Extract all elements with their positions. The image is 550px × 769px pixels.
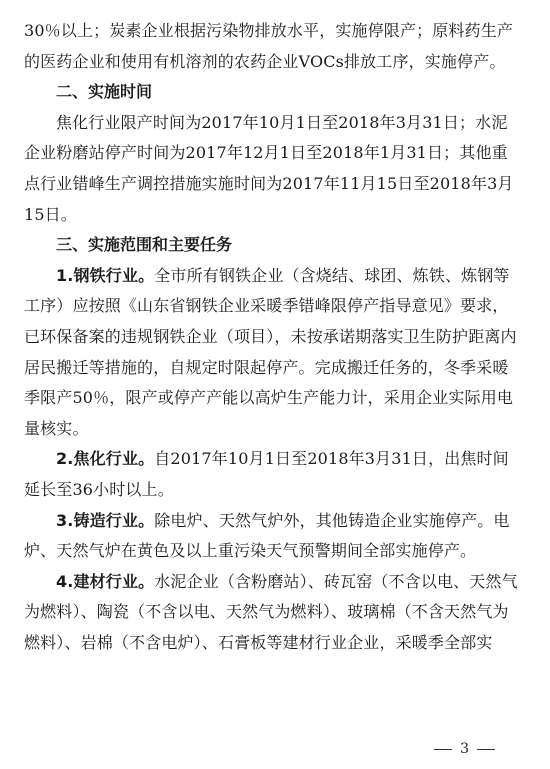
page-number-group — [434, 738, 495, 760]
paragraph-steel-industry — [24, 261, 520, 445]
left-dash — [434, 749, 452, 750]
item-text-coking: 自2017年10月1日至2018年3月31日，出焦时间延长至36小时以上。 — [24, 449, 509, 499]
paragraph-implementation-time: 焦化行业限产时间为2017年10月1日至2018年3月31日；水泥企业粉磨站停产时间为2017年12月1日至2018年1月31日；其他重点行业错峰生产调控措施实施时间为2017年11月15日至2018年3月15日。 — [24, 112, 514, 224]
paragraph-building-materials — [24, 567, 520, 659]
item-text-building-materials: 水泥企业（含粉磨站）、砖瓦窑（不含以电、天然气为燃料）、陶瓷（不含以电、天然气为燃料）、玻璃棉（不含天然气为燃料）、岩棉（不含电炉）、石膏板等建材行业企业，采暖季全部实 — [24, 571, 518, 652]
item-text-casting: 除电炉、天然气炉外，其他铸造企业实施停产。电炉、天然气炉在黄色及以上重污染天气预警期间全部实施停产。 — [24, 510, 510, 561]
item-lead-coking: 2.焦化行业。 — [56, 449, 155, 469]
page-footer — [0, 738, 550, 760]
paragraph-coking-industry — [24, 444, 520, 505]
item-lead-steel: 1.钢铁行业。 — [56, 265, 155, 285]
document-body — [24, 16, 520, 658]
paragraph-continuation: 30％以上；炭素企业根据污染物排放水平，实施停限产；原料药生产的医药企业和使用有机溶剂的农药企业VOCs排放工序，实施停产。 — [24, 21, 514, 71]
item-lead-building-materials: 4.建材行业。 — [56, 571, 155, 591]
paragraph-casting-industry — [24, 506, 520, 567]
item-lead-casting: 3.铸造行业。 — [56, 510, 155, 530]
right-dash — [477, 749, 495, 750]
section-heading-implementation-time: 二、实施时间 — [56, 82, 153, 102]
page-number: 3 — [460, 741, 469, 757]
section-heading-scope-tasks: 三、实施范围和主要任务 — [56, 235, 233, 255]
item-text-steel: 全市所有钢铁企业（含烧结、球团、炼铁、炼钢等工序）应按照《山东省钢铁企业采暖季错峰限停产指导意见》要求，已环保备案的违规钢铁企业（项目），未按承诺期落实卫生防护距离内居民搬迁等措施的，自规定时限起停产。完成搬迁任务的，冬季采暖季限产50％，限产或停产产能以高炉生产能力计，采用企业实际用电量核实。 — [24, 265, 517, 438]
